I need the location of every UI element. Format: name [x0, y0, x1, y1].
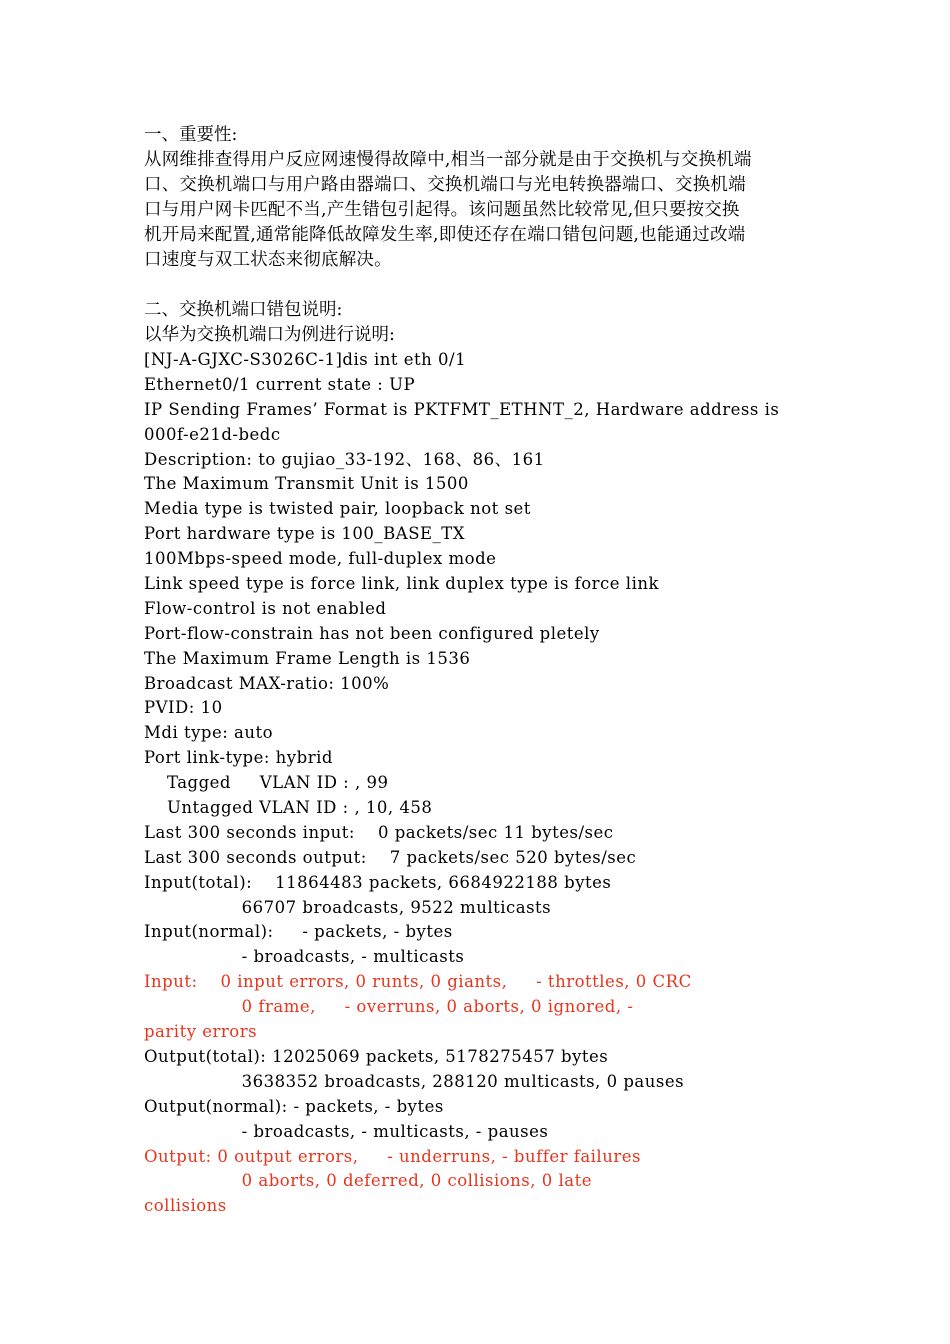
cli-line: Link speed type is force link, link duplex type is force link — [144, 574, 659, 594]
cli-line: 66707 broadcasts, 9522 multicasts — [144, 897, 552, 917]
cli-line: Input(normal): - packets, - bytes — [144, 922, 453, 942]
cli-error-line: Input: 0 input errors, 0 runts, 0 giants, - throttles, 0 CRC — [144, 972, 692, 992]
cli-line: Output(normal): - packets, - bytes — [144, 1096, 444, 1116]
cli-line: Port link-type: hybrid — [144, 748, 333, 768]
section2-heading: 二、交换机端口错包说明: — [144, 300, 343, 320]
cli-error-line: Output: 0 output errors, - underruns, - buffer failures — [144, 1146, 641, 1166]
cli-line: 000f-e21d-bedc — [144, 424, 281, 444]
cli-line: IP Sending Frames’ Format is PKTFMT_ETHNT_2, Hardware address is — [144, 399, 780, 419]
cli-line: Media type is twisted pair, loopback not set — [144, 499, 531, 519]
cli-error-line: parity errors — [144, 1022, 258, 1042]
paragraph-line: 机开局来配置,通常能降低故障发生率,即使还存在端口错包问题,也能通过改端 — [144, 225, 746, 245]
section1-heading: 一、重要性: — [144, 125, 238, 145]
cli-line: The Maximum Frame Length is 1536 — [144, 648, 471, 668]
cli-error-line: 0 frame, - overruns, 0 aborts, 0 ignored, - — [144, 997, 634, 1017]
cli-line: [NJ-A-GJXC-S3026C-1]dis int eth 0/1 — [144, 350, 467, 369]
cli-line: - broadcasts, - multicasts — [144, 947, 465, 967]
cli-line: PVID: 10 — [144, 698, 223, 718]
cli-line: Untagged VLAN ID : , 10, 458 — [144, 798, 433, 818]
paragraph-line: 从网维排查得用户反应网速慢得故障中,相当一部分就是由于交换机与交换机端 — [144, 150, 752, 170]
cli-line: Description: to gujiao_33-192、168、86、161 — [144, 449, 545, 469]
cli-line: 3638352 broadcasts, 288120 multicasts, 0 pauses — [144, 1071, 685, 1091]
cli-line: - broadcasts, - multicasts, - pauses — [144, 1121, 549, 1141]
section2-intro: 以华为交换机端口为例进行说明: — [144, 325, 395, 345]
cli-line: Mdi type: auto — [144, 723, 274, 743]
cli-error-line: collisions — [144, 1196, 227, 1216]
cli-line: Ethernet0/1 current state : UP — [144, 374, 416, 394]
cli-line: The Maximum Transmit Unit is 1500 — [144, 474, 469, 494]
cli-error-line: 0 aborts, 0 deferred, 0 collisions, 0 late — [144, 1171, 593, 1191]
cli-line: Tagged VLAN ID : , 99 — [144, 773, 389, 793]
cli-line: Broadcast MAX-ratio: 100% — [144, 673, 390, 693]
paragraph-line: 口速度与双工状态来彻底解决。 — [144, 250, 392, 270]
cli-line: Input(total): 11864483 packets, 6684922188 bytes — [144, 872, 612, 892]
paragraph-line: 口、交换机端口与用户路由器端口、交换机端口与光电转换器端口、交换机端 — [144, 175, 746, 195]
cli-line: Last 300 seconds input: 0 packets/sec 11 bytes/sec — [144, 822, 614, 842]
cli-output-block — [144, 348, 824, 1219]
cli-line: Output(total): 12025069 packets, 5178275457 bytes — [144, 1046, 609, 1066]
cli-line: Flow-control is not enabled — [144, 598, 387, 618]
blank-line — [144, 273, 824, 298]
cli-line: Port-flow-constrain has not been configured pletely — [144, 623, 600, 643]
section1-paragraph — [144, 148, 824, 273]
document-page — [144, 123, 824, 1219]
cli-line: Port hardware type is 100_BASE_TX — [144, 524, 466, 544]
cli-line: 100Mbps-speed mode, full-duplex mode — [144, 549, 497, 569]
cli-line: Last 300 seconds output: 7 packets/sec 520 bytes/sec — [144, 847, 637, 867]
paragraph-line: 口与用户网卡匹配不当,产生错包引起得。该问题虽然比较常见,但只要按交换 — [144, 200, 740, 220]
